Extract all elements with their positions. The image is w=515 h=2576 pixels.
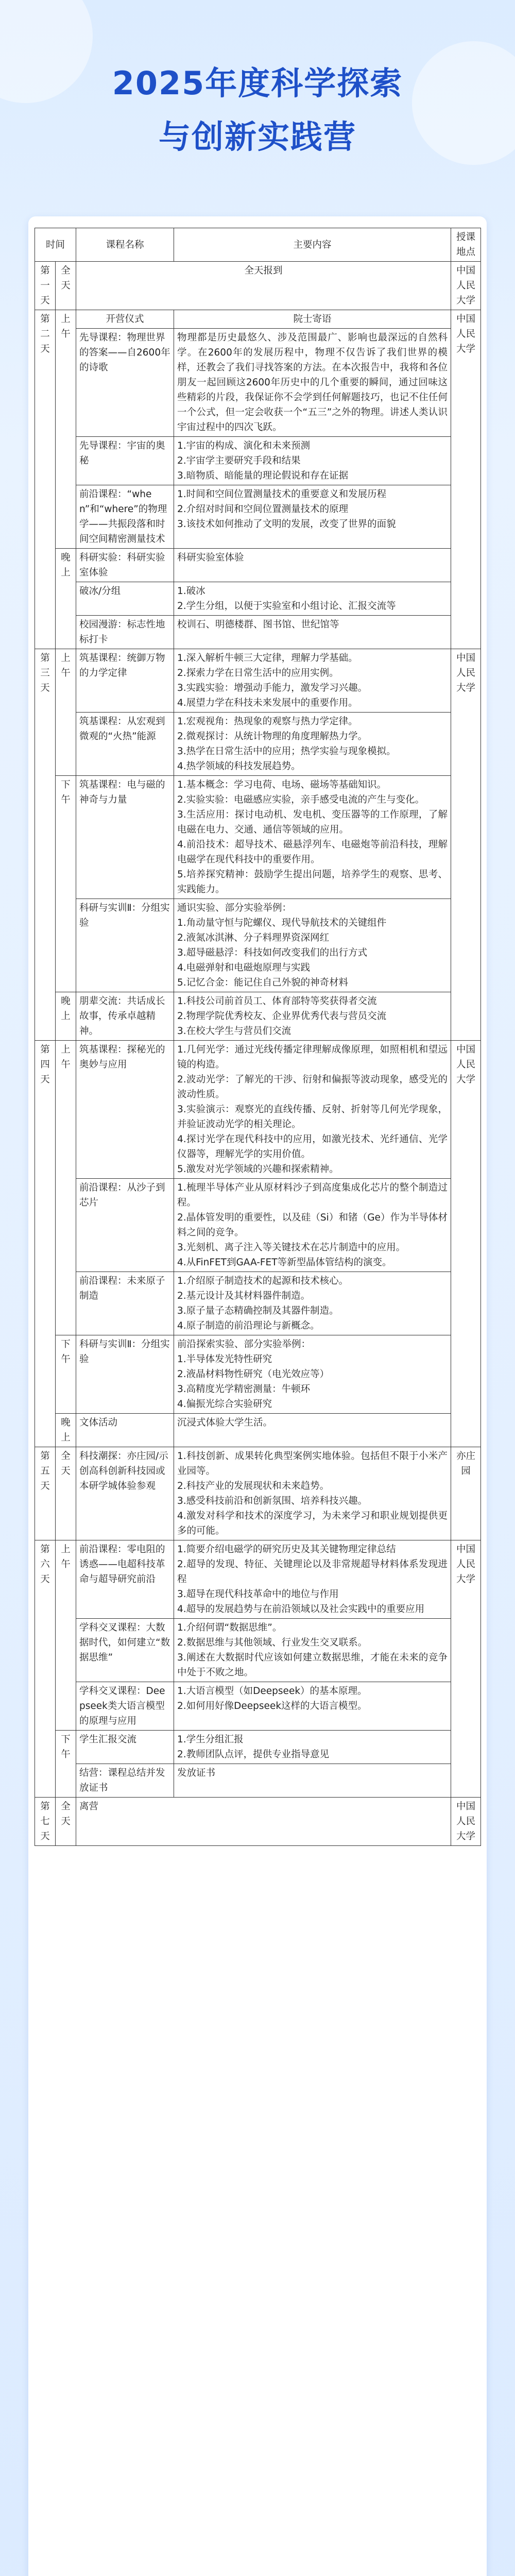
period-label: 晚上 [56,992,76,1041]
table-header-row [35,228,481,262]
table-row [35,992,481,1041]
course-cell: 学生汇报交流 [76,1731,174,1764]
table-row [35,899,481,992]
course-cell: 校园漫游：标志性地标打卡 [76,616,174,649]
course-cell: 筑基课程：统御万物的力学定律 [76,649,174,713]
period-label: 全天 [56,262,76,310]
course-cell: 科技潮探：亦庄园/示创高科创新科技园或本研学城体验参观 [76,1447,174,1540]
table-row [35,1335,481,1414]
table-row [35,485,481,549]
place-cell: 中国人民大学 [451,1798,481,1846]
place-cell: 中国人民大学 [451,649,481,1041]
table-row [35,1798,481,1846]
table-row [35,582,481,616]
period-label: 全天 [56,1447,76,1540]
header-time: 时间 [35,228,76,262]
content-cell: 物理都是历史最悠久、涉及范围最广、影响也最深远的自然科学。在2600年的发展历程中，物理不仅告诉了我们世界的模样，还教会了我们寻找答案的方法。在本次报告中，我将和各位朋友一起回顾这2600年历史中的几个重要的瞬间，通过回味这些精彩的片段，我保证你不会学到任何解题技巧，也记不住任何一个公式，但一定会收获一个“五三”之外的物理。讲述人类认识宇宙过程中的四次飞跃。 [174,329,451,437]
content-cell: 1.宏观视角：热现象的观察与热力学定律。 2.微观探讨：从统计物理的角度理解热力学。 3.热学在日常生活中的应用；热学实验与现象模拟。 4.热学领域的科技发展趋势。 [174,713,451,776]
period-label: 上午 [56,649,76,776]
content-cell: 1.介绍何谓“数据思维”。 2.数据思维与其他领域、行业发生交叉联系。 3.阐述在大数据时代应该如何建立数据思维，才能在未来的竞争中处于不败之地。 [174,1619,451,1682]
period-label: 晚上 [56,549,76,649]
course-cell: 文体活动 [76,1414,174,1447]
header-place: 授课地点 [451,228,481,262]
table-row [35,262,481,310]
table-row [35,1682,481,1731]
period-label: 全天 [56,1798,76,1846]
course-cell: 筑基课程：从宏观到微观的“火热”能源 [76,713,174,776]
day-label: 第七天 [35,1798,56,1846]
table-row [35,1764,481,1798]
course-cell: 开营仪式 [76,310,174,329]
course-cell: 结营：课程总结并发放证书 [76,1764,174,1798]
day-label: 第一天 [35,262,56,310]
period-label: 上午 [56,1540,76,1731]
table-row [35,1731,481,1764]
content-cell: 校训石、明德楼群、图书馆、世纪馆等 [174,616,451,649]
period-label: 晚上 [56,1414,76,1447]
table-row [35,1179,481,1272]
table-row [35,1447,481,1540]
period-label: 上午 [56,1041,76,1335]
content-cell: 离营 [76,1798,451,1846]
content-cell: 发放证书 [174,1764,451,1798]
course-cell: 先导课程：宇宙的奥秘 [76,437,174,485]
day-label: 第四天 [35,1041,56,1447]
schedule-card [28,216,487,2576]
course-cell: 科研实验：科研实验室体验 [76,549,174,582]
content-cell: 1.基本概念：学习电荷、电场、磁场等基础知识。 2.实验实验：电磁感应实验，亲手感受电流的产生与变化。 3.生活应用：探讨电动机、发电机、变压器等的工作原理，了解电磁在电力、交通、通信等领域的应用。 4.前沿技术：超导技术、磁悬浮列车、电磁炮等前沿科技，理解电磁学在现代科技中的重要作用。 5.培养探究精神：鼓励学生提出问题，培养学生的观察、思考、实践能力。 [174,776,451,899]
table-row [35,616,481,649]
course-cell: 前沿课程：未来原子制造 [76,1272,174,1335]
content-cell: 1.科技创新、成果转化典型案例实地体验。包括但不限于小米产业园等。 2.科技产业的发展现状和未来趋势。 3.感受科技前沿和创新氛围、培养科技兴趣。 4.激发对科学和技术的深度学习，为未来学习和职业规划提供更多的可能。 [174,1447,451,1540]
course-cell: 学科交叉课程：大数据时代，如何建立“数据思维” [76,1619,174,1682]
table-row [35,310,481,329]
place-cell: 中国人民大学 [451,262,481,310]
table-row [35,1414,481,1447]
content-cell: 院士寄语 [174,310,451,329]
content-cell: 1.梳理半导体产业从原材料沙子到高度集成化芯片的整个制造过程。 2.晶体管发明的重要性，以及硅（Si）和锗（Ge）作为半导体材料之间的竞争。 3.光刻机、离子注入等关键技术在芯片制造中的应用。 4.从FinFET到GAA-FET等新型晶体管结构的演变。 [174,1179,451,1272]
content-cell: 科研实验室体验 [174,549,451,582]
content-cell: 1.大语言模型（如Deepseek）的基本原理。 2.如何用好像Deepseek这样的大语言模型。 [174,1682,451,1731]
table-row [35,713,481,776]
table-row [35,329,481,437]
place-cell: 中国人民大学 [451,1041,481,1447]
table-row [35,549,481,582]
course-cell: 科研与实训Ⅱ：分组实验 [76,1335,174,1414]
place-cell: 中国人民大学 [451,310,481,649]
day-label: 第二天 [35,310,56,649]
content-cell: 1.宇宙的构成、演化和未来预测 2.宇宙学主要研究手段和结果 3.暗物质、暗能量的理论假说和存在证据 [174,437,451,485]
course-cell: 筑基课程：电与磁的神奇与力量 [76,776,174,899]
page-title-line1: 2025年度科学探索 [112,64,403,102]
content-cell: 1.深入解析牛顿三大定律，理解力学基础。 2.探索力学在日常生活中的应用实例。 3.实践实验：增强动手能力，激发学习兴趣。 4.展望力学在科技未来发展中的重要作用。 [174,649,451,713]
place-cell: 中国人民大学 [451,1540,481,1798]
day-label: 第六天 [35,1540,56,1798]
page-title-line2: 与创新实践营 [158,118,356,156]
table-row [35,649,481,713]
course-cell: 先导课程：物理世界的答案——自2600年的诗歌 [76,329,174,437]
content-cell: 1.几何光学：通过光线传播定律理解成像原理，如照相机和望远镜的构造。 2.波动光学：了解光的干涉、衍射和偏振等波动现象，感受光的波动性质。 3.实验演示：观察光的直线传播、反射、折射等几何光学现象，并验证波动光学的相关理论。 4.探讨光学在现代科技中的应用，如激光技术、光纤通信、光学仪器等，理解光学的实用价值。 5.激发对光学领域的兴趣和探索精神。 [174,1041,451,1179]
content-cell: 全天报到 [76,262,451,310]
table-row [35,1041,481,1179]
table-row [35,1272,481,1335]
day-label: 第五天 [35,1447,56,1540]
content-cell: 通识实验、部分实验举例： 1.角动量守恒与陀螺仪、现代导航技术的关键组件 2.液氮冰淇淋、分子料理界资深网红 3.超导磁悬浮：科技如何改变我们的出行方式 4.电磁弹射和电磁炮原理与实践 5.记忆合金：能记住自己外貌的神奇材料 [174,899,451,992]
course-cell: 朋辈交流：共话成长故事，传承卓越精神。 [76,992,174,1041]
table-row [35,1540,481,1619]
content-cell: 1.时间和空间位置测量技术的重要意义和发展历程 2.介绍对时间和空间位置测量技术的原理 3.该技术如何推动了文明的发展，改变了世界的面貌 [174,485,451,549]
table-row [35,437,481,485]
course-cell: 前沿课程：零电阻的诱惑——电超科技革命与超导研究前沿 [76,1540,174,1619]
period-label: 下午 [56,1335,76,1414]
header-course: 课程名称 [76,228,174,262]
course-cell: 学科交叉课程：Deepseek类大语言模型的原理与应用 [76,1682,174,1731]
course-cell: 前沿课程：“when”和“where”的物理学——共振段落和时间空间精密测量技术 [76,485,174,549]
content-cell: 沉浸式体验大学生活。 [174,1414,451,1447]
content-cell: 1.简要介绍电磁学的研究历史及其关键物理定律总结 2.超导的发现、特征、关键理论以及非常规超导材料体系发现进程 3.超导在现代科技革命中的地位与作用 4.超导的发展趋势与在前沿领域以及社会实践中的重要应用 [174,1540,451,1619]
content-cell: 1.破冰 2.学生分组，以便于实验室和小组讨论、汇报交流等 [174,582,451,616]
content-cell: 1.科技公司前首员工、体育部特等奖获得者交流 2.物理学院优秀校友、企业界优秀代表与营员交流 3.在校大学生与营员们交流 [174,992,451,1041]
header-content: 主要内容 [174,228,451,262]
period-label: 下午 [56,776,76,992]
content-cell: 1.学生分组汇报 2.教师团队点评，提供专业指导意见 [174,1731,451,1764]
course-cell: 筑基课程：探秘光的奥妙与应用 [76,1041,174,1179]
place-cell: 亦庄园 [451,1447,481,1540]
period-label: 下午 [56,1731,76,1798]
course-cell: 前沿课程：从沙子到芯片 [76,1179,174,1272]
course-cell: 科研与实训Ⅱ：分组实验 [76,899,174,992]
period-label: 上午 [56,310,76,549]
content-cell: 前沿探索实验、部分实验举例： 1.半导体发光特性研究 2.液晶材料物性研究（电光效应等） 3.高精度光学精密测量：牛顿环 4.偏振光综合实验研究 [174,1335,451,1414]
table-row [35,776,481,899]
course-cell: 破冰/分组 [76,582,174,616]
schedule-table [35,228,481,1846]
content-cell: 1.介绍原子制造技术的起源和技术核心。 2.基元设计及其材料器件制造。 3.原子量子态精确控制及其器件制造。 4.原子制造的前沿理论与新概念。 [174,1272,451,1335]
table-row [35,1619,481,1682]
day-label: 第三天 [35,649,56,1041]
